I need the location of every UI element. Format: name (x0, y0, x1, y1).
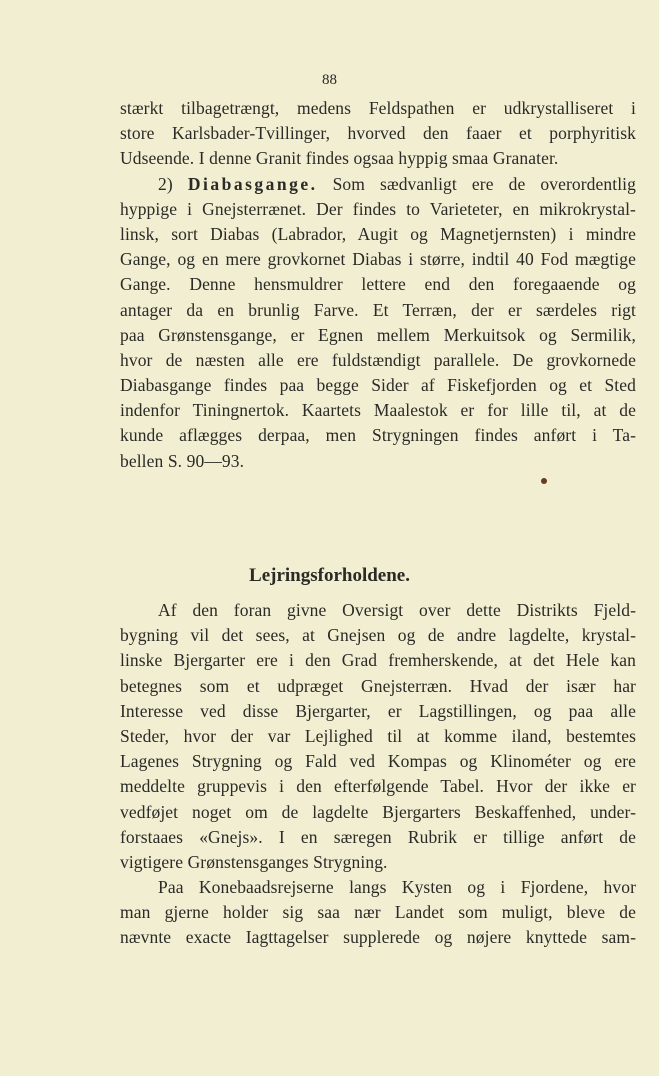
paragraph-diabasgange-first-line (120, 172, 636, 197)
item-number: 2) (158, 173, 173, 194)
text-line: linsk, sort Diabas (Labrador, Augit og Magnetjernsten) i mindre (120, 223, 636, 244)
text-line: Interesse ved disse Bjergarter, er Lagstillingen, og paa alle (120, 700, 636, 721)
text-line: store Karlsbader-Tvillinger, hvorved den faaer et porphyritisk (120, 123, 636, 144)
text-line: vigtigere Grønstensganges Strygning. (120, 851, 388, 872)
text-line: kunde aflægges derpaa, men Strygningen findes anført i Ta- (120, 425, 636, 446)
page-number: 88 (322, 72, 337, 88)
text-line: bygning vil det sees, at Gnejsen og de andre lagdelte, krystal- (120, 625, 636, 646)
text-line: Steder, hvor der var Lejlighed til at komme iland, bestemtes (120, 725, 636, 746)
text-line: bellen S. 90—93. (120, 450, 245, 471)
section-heading: Lejringsforholdene. (249, 565, 410, 586)
section-lejringsforholdene (120, 598, 636, 951)
text-line: vedføjet noget om de lagdelte Bjergarters Beskaffenhed, under- (120, 801, 636, 822)
text-line: indenfor Tiningnertok. Kaartets Maalestok er for lille til, at de (120, 400, 636, 421)
section-granite-diabas (120, 96, 636, 474)
text-line: Gange. Denne hensmuldrer lettere end den foregaaende og (120, 274, 636, 295)
text-line: antager da en brunlig Farve. Et Terræn, der er særdeles rigt (120, 299, 636, 320)
text-line: hvor de næsten alle ere fuldstændigt parallele. De grovkornede (120, 349, 636, 370)
text-line: meddelte gruppevis i den efterfølgende Tabel. Hvor der ikke er (120, 776, 636, 797)
text-line: hyppige i Gnejsterrænet. Der findes to Varieteter, en mikrokrystal- (120, 198, 636, 219)
text-line: stærkt tilbagetrængt, medens Feldspathen er udkrystalliseret i (120, 98, 636, 118)
text-line: Gange, og en mere grovkornet Diabas i større, indtil 40 Fod mægtige (120, 249, 636, 270)
text-line: Diabasgange findes paa begge Sider af Fiskefjorden og et Sted (120, 375, 636, 396)
text-line: paa Grønstensgange, er Egnen mellem Merkuitsok og Sermilik, (120, 324, 636, 345)
text-line: linske Bjergarter ere i den Grad fremherskende, at det Hele kan (120, 650, 636, 671)
item-term: Diabasgange. (187, 173, 318, 194)
text-line: nævnte exacte Iagttagelser supplerede og nøjere knyttede sam- (120, 927, 636, 948)
text-line: man gjerne holder sig saa nær Landet som muligt, bleve de (120, 902, 636, 923)
text-line: Af den foran givne Oversigt over dette Distrikts Fjeld- (158, 600, 636, 620)
ink-spot (541, 478, 547, 484)
text-line: Paa Konebaadsrejserne langs Kysten og i Fjordene, hvor (158, 877, 636, 898)
text-line: betegnes som et udpræget Gnejsterræn. Hvad der især har (120, 675, 636, 696)
text-line: Udseende. I denne Granit findes ogsaa hyppig smaa Granater. (120, 148, 559, 169)
text-line: Lagenes Strygning og Fald ved Kompas og Klinométer og ere (120, 751, 636, 772)
text-line: forstaaes «Gnejs». I en særegen Rubrik er tillige anført de (120, 826, 636, 847)
text-span: Som sædvanligt ere de overordentlig (332, 173, 636, 194)
